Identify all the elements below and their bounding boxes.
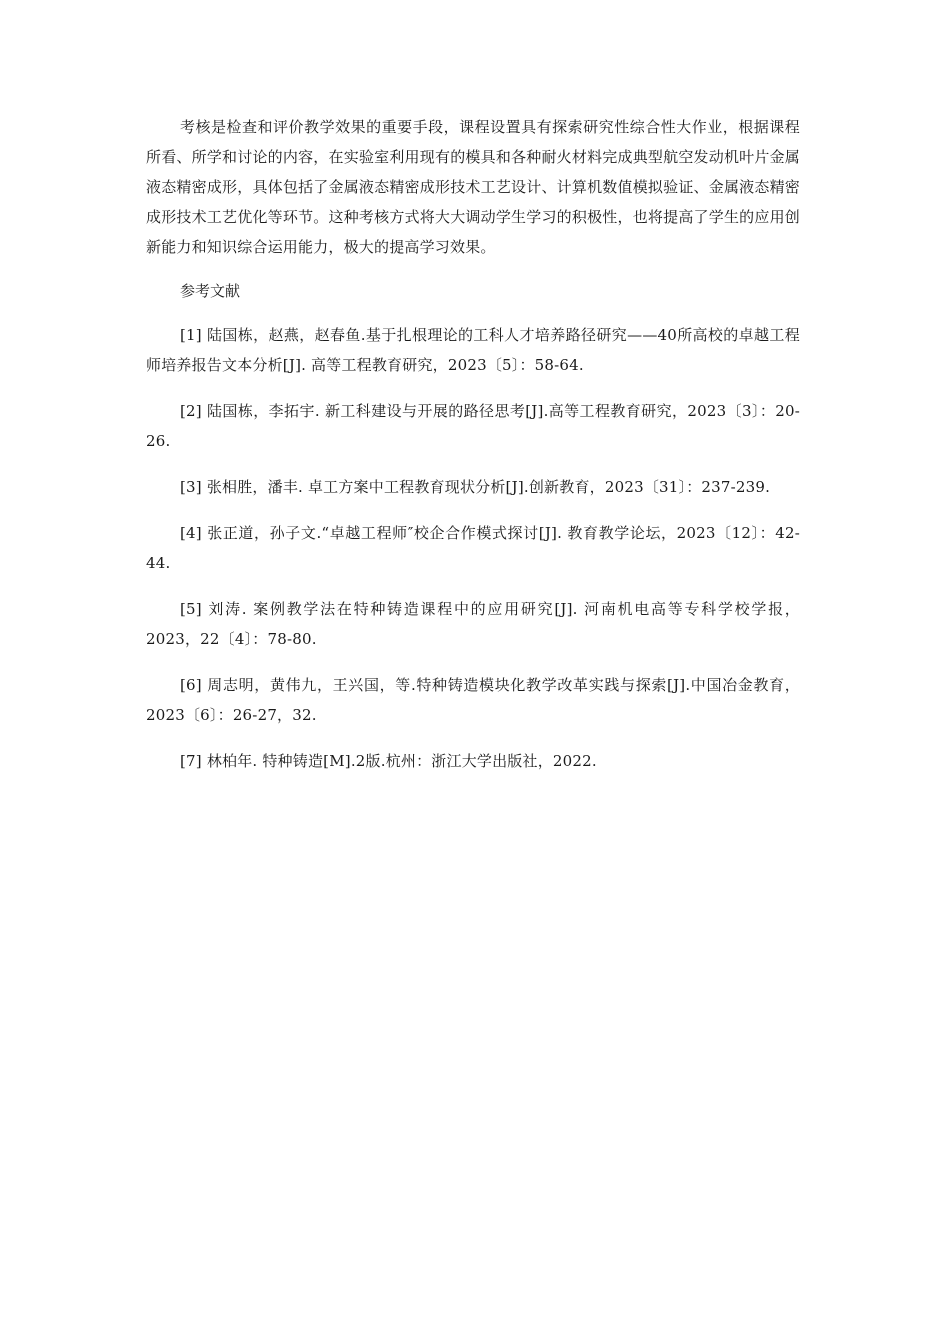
reference-list [146,320,800,776]
reference-item-4: [4] 张正道，孙子文.“卓越工程师″校企合作模式探讨[J]. 教育教学论坛，2023〔12〕：42-44. [146,524,800,572]
references-heading: 参考文献 [180,282,241,300]
reference-item-3: [3] 张相胜，潘丰. 卓工方案中工程教育现状分析[J].创新教育，2023〔31〕：237-239. [180,478,771,496]
document-page [146,112,800,776]
body-paragraph: 考核是检查和评价教学效果的重要手段，课程设置具有探索研究性综合性大作业，根据课程所看、所学和讨论的内容，在实验室利用现有的模具和各种耐火材料完成典型航空发动机叶片金属液态精密成形，具体包括了金属液态精密成形技术工艺设计、计算机数值模拟验证、金属液态精密成形技术工艺优化等环节。这种考核方式将大大调动学生学习的积极性，也将提高了学生的应用创新能力和知识综合运用能力，极大的提高学习效果。 [146,118,800,256]
reference-item-6: [6] 周志明，黄伟九，王兴国，等.特种铸造模块化教学改革实践与探索[J].中国冶金教育，2023〔6〕：26-27，32. [146,676,800,724]
reference-item-7: [7] 林柏年. 特种铸造[M].2版.杭州：浙江大学出版社，2022. [180,752,597,770]
reference-item-5: [5] 刘涛. 案例教学法在特种铸造课程中的应用研究[J]. 河南机电高等专科学校学报，2023，22〔4〕：78-80. [146,600,800,648]
reference-item-1: [1] 陆国栋，赵燕，赵春鱼.基于扎根理论的工科人才培养路径研究——40所高校的卓越工程师培养报告文本分析[J]. 高等工程教育研究，2023〔5〕：58-64. [146,326,800,374]
reference-item-2: [2] 陆国栋，李拓宇. 新工科建设与开展的路径思考[J].高等工程教育研究，2023〔3〕：20-26. [146,402,800,450]
